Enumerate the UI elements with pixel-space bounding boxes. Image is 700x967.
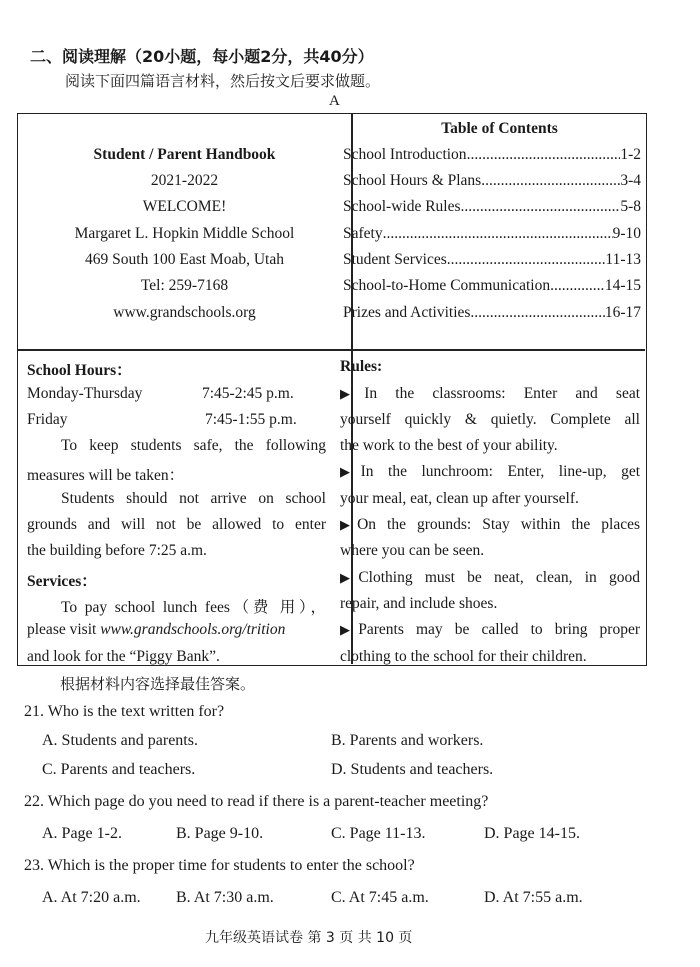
services-heading: Services： [27,573,97,590]
handbook-info-cell [18,114,351,349]
rule-text: the work to the best of your ability. [340,437,558,454]
q21-option-b[interactable]: B. Parents and workers. [331,732,484,749]
toc-item [343,146,641,164]
toc-item [343,277,641,295]
rule-text: Clothing must be neat, clean, in good [358,569,640,586]
bullet-triangle-icon: ▶ [340,517,358,532]
toc-item [343,198,641,216]
hours-mon-thu-time: 7:45-2:45 p.m. [202,385,294,402]
rule-text: In the lunchroom: Enter, line-up, get [360,463,641,480]
toc-pages: 9-10 [612,225,641,242]
q22-option-b[interactable]: B. Page 9-10. [176,825,264,842]
toc-label: School Hours & Plans [343,172,482,189]
toc-label: School Introduction [343,146,467,163]
q21-option-d[interactable]: D. Students and teachers. [331,761,494,778]
passage-letter: A [329,93,340,109]
rule-parents [340,621,640,639]
rule-text: yourself quickly & quietly. Complete all [340,411,640,428]
instructions: 阅读下面四篇语言材料，然后按文后要求做题。 [65,72,381,90]
hours-heading: School Hours： [27,362,132,379]
hours-fri-time: 7:45-1:55 p.m. [205,411,297,428]
toc-item [343,172,641,190]
arrival-text: the building before 7:25 a.m. [27,542,207,559]
welcome-text: WELCOME! [142,198,227,215]
hours-fri-day: Friday [27,411,68,428]
question-21-stem: 21. Who is the text written for? [24,703,225,720]
hours-fri [27,411,337,429]
rule-text: On the grounds: Stay within the places [357,516,640,533]
toc-label: Safety [343,225,383,242]
question-22-stem: 22. Which page do you need to read if there is a parent-teacher meeting? [24,793,489,810]
toc-title: Table of Contents [441,120,558,137]
school-website: www.grandschools.org [113,304,256,321]
hours-mon-thu-day: Monday-Thursday [27,385,143,402]
services-text [27,621,327,639]
bullet-triangle-icon: ▶ [340,570,359,585]
toc-pages: 14-15 [604,277,641,294]
rule-text: your meal, eat, clean up after yourself. [340,490,579,507]
rule-grounds [340,516,640,534]
q22-option-c[interactable]: C. Page 11-13. [331,825,426,842]
handbook-year: 2021-2022 [150,172,219,189]
bullet-triangle-icon: ▶ [340,464,361,479]
hours-mon-thu [27,385,337,403]
school-name: Margaret L. Hopkin Middle School [74,225,295,242]
rule-classroom [340,385,640,403]
q21-option-c[interactable]: C. Parents and teachers. [42,761,196,778]
bullet-triangle-icon: ▶ [340,622,359,637]
toc-label: School-to-Home Communication [343,277,551,294]
arrival-text: Students should not arrive on school [61,490,326,507]
row-divider [18,349,645,351]
rule-text: In the classrooms: Enter and seat [364,385,641,402]
services-text-prefix: please visit [27,621,101,638]
services-text: To pay school lunch fees（费 用）， [61,599,326,616]
q22-option-a[interactable]: A. Page 1-2. [42,825,122,842]
rule-text: repair, and include shoes. [340,595,498,612]
school-address: 469 South 100 East Moab, Utah [85,251,284,268]
toc-item [343,225,641,243]
q23-option-b[interactable]: B. At 7:30 a.m. [176,889,274,906]
q23-option-c[interactable]: C. At 7:45 a.m. [331,889,429,906]
handbook-title: Student / Parent Handbook [93,146,276,163]
rule-text: where you can be seen. [340,542,485,559]
toc-pages: 16-17 [604,304,641,321]
questions-intro: 根据材料内容选择最佳答案。 [60,675,256,693]
q23-option-a[interactable]: A. At 7:20 a.m. [42,889,141,906]
section-title: 二、阅读理解（20小题，每小题2分，共40分） [30,47,374,66]
q21-option-a[interactable]: A. Students and parents. [42,732,198,749]
toc-item [343,304,641,322]
q22-option-d[interactable]: D. Page 14-15. [484,825,580,842]
rule-clothing [340,569,640,587]
toc-label: Prizes and Activities [343,304,471,321]
toc-pages: 11-13 [605,251,641,268]
measures-text: measures will be taken： [27,467,185,484]
question-23-stem: 23. Which is the proper time for students to enter the school? [24,857,415,874]
handbook-table [17,113,647,666]
arrival-text: grounds and will not be allowed to enter [27,516,326,533]
rules-heading: Rules: [340,358,383,375]
page-footer: 九年级英语试卷 第 3 页 共 10 页 [205,930,413,946]
toc-label: Student Services. [343,251,451,268]
rule-text: clothing to the school for their children. [340,648,587,665]
toc-pages: 5-8 [620,198,641,215]
toc-pages: 3-4 [620,172,641,189]
toc-item [343,251,641,269]
q23-option-d[interactable]: D. At 7:55 a.m. [484,889,583,906]
bullet-triangle-icon: ▶ [340,386,365,401]
toc-pages: 1-2 [620,146,641,163]
services-text: and look for the “Piggy Bank”. [27,648,220,665]
measures-text: To keep students safe, the following [61,437,326,454]
rule-lunchroom [340,463,640,481]
services-link: www.grandschools.org/trition [100,621,286,638]
toc-label: School-wide Rules. [343,198,465,215]
rule-text: Parents may be called to bring proper [358,621,640,638]
school-phone: Tel: 259-7168 [140,277,229,294]
